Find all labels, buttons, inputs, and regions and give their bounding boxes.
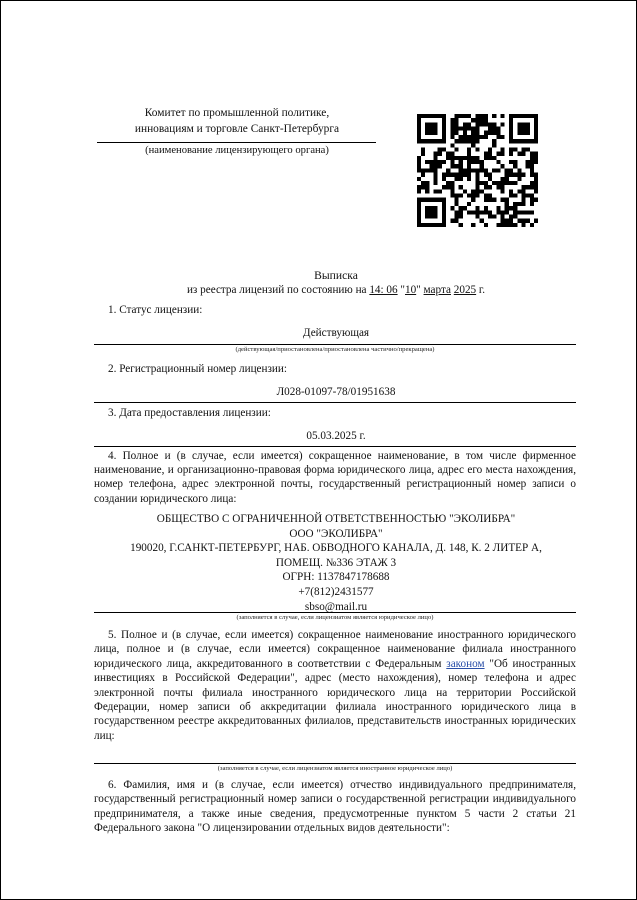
reg-number-underline <box>94 402 576 403</box>
status-hint: (действующая/приостановлена/приостановлена частично/прекращена) <box>235 346 435 353</box>
section-4-underline <box>94 612 576 613</box>
legal-entity-address-line-2: ПОМЕЩ. №336 ЭТАЖ 3 <box>275 556 397 569</box>
authority-line-1: Комитет по промышленной политике, <box>144 107 330 119</box>
extract-month: марта <box>423 284 451 296</box>
section-5-text-after: "Об иностранных инвестициях в Российской Федерации", адрес (место нахождения), номер телефона и адрес электронной почты филиала иностранного юридического лица на территории Российской Федерации, номер записи об аккредитации филиала иностранного юридического лица в государственном реестре аккредитованных филиалов, представительств иностранных юридических лиц: <box>94 657 577 742</box>
extract-title: Выписка <box>314 269 358 282</box>
legal-entity-short-name: ООО "ЭКОЛИБРА" <box>289 527 383 540</box>
extract-subtitle-prefix: из реестра лицензий по состоянию на <box>186 284 367 296</box>
quote-close: " <box>416 284 421 296</box>
authority-line-2: инновациям и торговле Санкт-Петербурга <box>134 123 340 135</box>
section-4-text: 4. Полное и (в случае, если имеется) сокращенное наименование, в том числе фирменное наименование, и организационно-правовая форма юридического лица, адрес его места нахождения, номер телефона, адрес электронной почты, государственный регистрационный номер записи о создании юридического лица: <box>94 450 576 505</box>
extract-time: 14: 06 <box>369 284 398 296</box>
grant-date-underline <box>94 446 576 447</box>
section-5-underline <box>94 763 576 764</box>
grant-date-value: 05.03.2025 г. <box>306 430 366 442</box>
legal-entity-phone: +7(812)2431577 <box>298 585 374 598</box>
extract-year-suffix: г. <box>478 284 486 296</box>
federal-law-link[interactable]: законом <box>446 657 485 670</box>
section-6-text: 6. Фамилия, имя и (в случае, если имеется) отчество индивидуального предпринимателя, государственный регистрационный номер записи о государственной регистрации индивидуального предпринимателя, а также иные сведения, предусмотренные пунктом 5 части 2 статьи 21 Федерального закона "О лицензировании отдельных видов деятельности": <box>94 779 576 835</box>
section-4-hint: (заполняется в случае, если лицензиатом является юридическое лицо) <box>236 614 434 621</box>
section-5-text-before: 5. Полное и (в случае, если имеется) сокращенное наименование иностранного юридического лица, полное и (в случае, если имеется) сокращенное наименование филиала иностранного юридического лица, аккредитованного в соответствии с Федеральным <box>94 629 576 670</box>
authority-hint: (наименование лицензирующего органа) <box>145 145 329 156</box>
authority-underline <box>97 142 376 143</box>
status-value: Действующая <box>302 327 370 339</box>
extract-subtitle <box>97 283 575 297</box>
legal-entity-email: sbso@mail.ru <box>304 600 368 613</box>
grant-date-label: 3. Дата предоставления лицензии: <box>108 407 271 419</box>
extract-year: 2025 <box>453 284 477 296</box>
reg-number-value: Л028-01097-78/01951638 <box>276 386 396 398</box>
legal-entity-block <box>97 512 575 614</box>
status-label: 1. Статус лицензии: <box>108 304 203 316</box>
section-5-text <box>94 628 576 743</box>
qr-code-icon <box>416 114 539 227</box>
legal-entity-full-name: ОБЩЕСТВО С ОГРАНИЧЕННОЙ ОТВЕТСТВЕННОСТЬЮ "ЭКОЛИБРА" <box>156 513 516 525</box>
extract-day: 10 <box>404 284 417 296</box>
section-5-hint: (заполняется в случае, если лицензиатом является иностранное юридическое лицо) <box>217 765 453 772</box>
legal-entity-ogrn: ОГРН: 1137847178688 <box>282 571 390 584</box>
quote-open: " <box>400 284 405 296</box>
reg-number-label: 2. Регистрационный номер лицензии: <box>108 363 288 375</box>
licensing-authority <box>97 105 377 137</box>
status-underline <box>94 344 576 345</box>
legal-entity-address-line-1: 190020, Г.САНКТ-ПЕТЕРБУРГ, НАБ. ОБВОДНОГО КАНАЛА, Д. 148, К. 2 ЛИТЕР А, <box>130 542 542 555</box>
